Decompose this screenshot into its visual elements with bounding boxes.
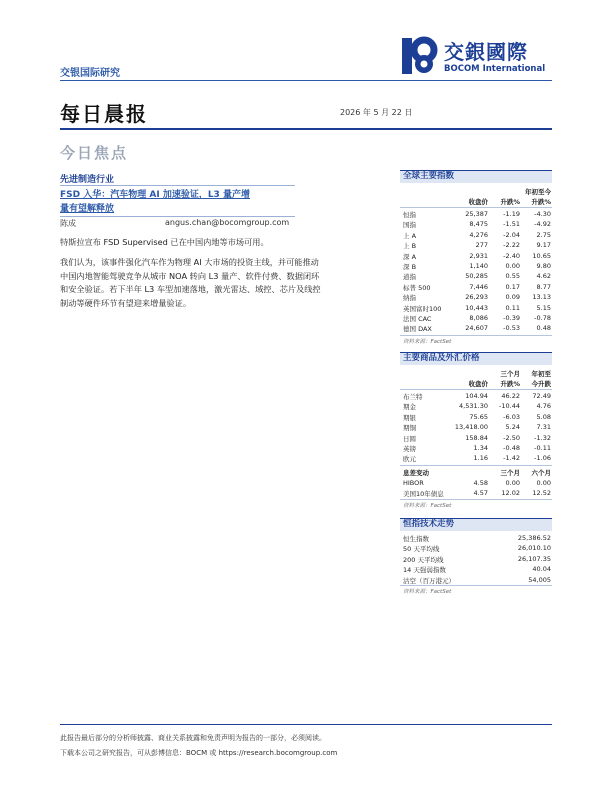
col-chg-header: 升跌%	[500, 198, 520, 206]
commodity-name: 英镑	[403, 445, 416, 453]
technical-label: 14 天强弱指数	[403, 566, 446, 575]
title-divider	[60, 128, 552, 130]
report-title: 每日晨报	[60, 102, 148, 126]
commodity-name: 期金	[403, 403, 416, 412]
commodity-close: 158.84	[465, 433, 488, 442]
commodity-name: 期铜	[403, 424, 416, 433]
index-ytd: -4.92	[534, 220, 551, 229]
index-close: 8,475	[469, 220, 488, 229]
index-change: 0.55	[505, 272, 520, 281]
table-row	[400, 323, 552, 333]
index-close: 4,276	[469, 230, 488, 239]
index-change: -2.22	[503, 241, 520, 250]
technical-source: 资料来源：FactSet	[403, 589, 452, 595]
index-change: -0.39	[503, 314, 520, 322]
technical-end-divider	[400, 585, 552, 586]
index-ytd: 8.77	[536, 282, 551, 291]
index-close: 26,293	[465, 293, 488, 302]
technical-value: 26,010.10	[517, 544, 551, 553]
rates-col-6m: 六个月	[531, 469, 551, 477]
index-change: -1.51	[503, 220, 520, 229]
analyst-divider	[60, 216, 295, 217]
commodity-ytd: 7.31	[536, 423, 551, 432]
col-close-header: 收盘价	[468, 198, 488, 206]
table-row	[400, 271, 552, 281]
col-ytd-header-1: 年初至今	[525, 188, 551, 196]
commodity-close: 75.65	[469, 412, 488, 421]
article-body	[60, 256, 390, 310]
body-line: 我们认为，该事件强化汽车作为物理 AI 大市场的投资主线，并可能推动	[60, 257, 319, 267]
index-ytd: -4.30	[534, 210, 551, 218]
article-headline-link[interactable]	[60, 188, 290, 216]
commodity-ytd: -1.32	[534, 433, 551, 442]
index-ytd: 5.15	[536, 303, 551, 312]
table-row	[400, 422, 552, 432]
article-lead: 特斯拉宣布 FSD Supervised 已在中国内地等市场可用。	[60, 237, 269, 247]
table-row	[400, 433, 552, 443]
commodity-3m-change: -2.50	[503, 433, 520, 442]
index-name: 德国 DAX	[403, 325, 432, 334]
commodity-ytd: -0.11	[534, 444, 551, 452]
technical-label: 沽空（百万港元）	[403, 576, 455, 585]
index-name: 恒指	[403, 211, 416, 219]
rate-name: 美国10年债息	[403, 490, 444, 499]
index-close: 7,446	[469, 282, 488, 291]
index-name: 深 A	[403, 252, 417, 261]
technical-value: 40.04	[532, 565, 551, 574]
col-ytd-header-1: 年初至	[531, 370, 551, 378]
commodities-header-row-1	[400, 368, 552, 378]
table-row	[400, 313, 552, 323]
table-row	[400, 209, 552, 219]
index-name: 纳指	[403, 294, 416, 303]
index-name: 标普 500	[403, 283, 431, 292]
analyst-name: 陈成	[60, 219, 76, 228]
commodities-title: 主要商品及外汇价格	[400, 352, 552, 365]
logo-text-en: BOCOM International	[444, 64, 546, 74]
commodity-3m-change: 5.24	[505, 423, 520, 432]
commodity-close: 1.34	[473, 444, 488, 452]
brand-name: 交银国际研究	[60, 68, 120, 79]
table-row	[400, 564, 552, 574]
table-row	[400, 261, 552, 271]
commodity-3m-change: -0.48	[503, 444, 520, 452]
technical-value: 54,005	[528, 575, 551, 584]
col-ytd-header-2: 今升跌	[531, 380, 551, 388]
table-row	[400, 488, 552, 498]
industry-divider	[60, 185, 295, 186]
body-line: 和安全验证。若下半年 L3 车型加速落地，激光雷达、域控、芯片及线控	[60, 284, 321, 294]
commodity-ytd: 5.08	[536, 412, 551, 421]
rate-3m-change: 0.00	[505, 479, 520, 487]
rates-top-divider	[400, 465, 552, 466]
rate-name: HIBOR	[403, 479, 424, 487]
commodity-3m-change: -6.03	[503, 412, 520, 421]
rates-col-3m: 三个月	[500, 469, 520, 477]
index-name: 上 A	[403, 231, 417, 240]
table-row	[400, 251, 552, 261]
technical-panel	[400, 518, 552, 600]
technical-value: 26,107.35	[517, 554, 551, 563]
index-close: 2,931	[469, 251, 488, 260]
table-row	[400, 391, 552, 401]
report-date: 2026 年 5 月 22 日	[340, 108, 413, 117]
logo-text-cn: 交銀國際	[444, 40, 528, 64]
index-name: 道指	[403, 273, 416, 282]
index-close: 25,387	[465, 210, 488, 218]
technical-label: 50 天平均线	[403, 545, 440, 554]
table-row	[400, 230, 552, 240]
indices-end-divider	[400, 335, 552, 336]
table-row	[400, 478, 552, 488]
index-ytd: -0.78	[534, 314, 551, 322]
index-change: 0.00	[505, 262, 520, 270]
commodities-header-divider	[400, 389, 552, 390]
commodity-close: 104.94	[465, 392, 488, 400]
table-row	[400, 543, 552, 553]
index-ytd: 13.13	[532, 293, 551, 302]
indices-header-row-2	[400, 196, 552, 206]
index-ytd: 10.65	[532, 251, 551, 260]
industry-tag: 先进制造行业	[60, 175, 115, 185]
index-change: -2.40	[503, 251, 520, 260]
rate-close: 4.58	[473, 479, 488, 487]
company-logo	[400, 36, 560, 78]
commodity-ytd: 72.49	[532, 392, 551, 400]
index-change: -0.53	[503, 324, 520, 333]
commodities-header-row-2	[400, 378, 552, 388]
technical-title: 恒指技术走势	[400, 518, 552, 531]
index-name: 深 B	[403, 263, 417, 271]
indices-title: 全球主要指数	[400, 170, 552, 183]
index-name: 国指	[403, 221, 416, 230]
table-row	[400, 443, 552, 453]
rate-3m-change: 12.02	[501, 489, 520, 498]
rates-header-row	[400, 467, 552, 477]
indices-panel	[400, 170, 552, 350]
index-ytd: 2.75	[536, 230, 551, 239]
index-change: -1.19	[503, 210, 520, 218]
commodity-ytd: -1.06	[534, 454, 551, 463]
commodity-3m-change: -10.44	[499, 402, 520, 411]
col-close-header: 收盘价	[468, 380, 488, 388]
focus-article-box	[60, 168, 295, 228]
table-row	[400, 401, 552, 411]
technical-value: 25,386.52	[517, 534, 551, 542]
table-row	[400, 554, 552, 564]
body-line: 中国内地智能驾驶竞争从城市 NOA 转向 L3 量产、软件付费、数据闭环	[60, 270, 320, 281]
index-close: 10,443	[465, 303, 488, 312]
table-row	[400, 575, 552, 585]
index-name: 法国 CAC	[403, 315, 432, 323]
col-ytd-header-2: 升跌%	[531, 198, 551, 206]
commodity-close: 1.16	[473, 454, 488, 463]
commodity-name: 欧元	[403, 455, 416, 464]
commodities-panel	[400, 352, 552, 512]
commodity-3m-change: -1.42	[503, 454, 520, 463]
index-close: 277	[475, 241, 488, 250]
section-title-focus: 今日焦点	[60, 144, 129, 162]
download-note: 下载本公司之研究报告，可从彭博信息：BOCM 或 https://research.bocomgroup.com	[60, 749, 338, 757]
rate-close: 4.57	[473, 489, 488, 498]
commodity-name: 日圆	[403, 434, 416, 443]
index-change: -2.04	[503, 230, 520, 239]
rate-6m-change: 12.52	[532, 489, 551, 498]
index-name: 英国富时100	[403, 304, 442, 313]
table-row	[400, 282, 552, 292]
indices-header-divider	[400, 207, 552, 208]
headline-line-2: 量有望解释放	[60, 204, 115, 214]
commodities-source: 资料来源：FactSet	[403, 503, 452, 509]
table-row	[400, 303, 552, 313]
commodity-3m-change: 46.22	[501, 392, 520, 400]
indices-source: 资料来源：FactSet	[403, 338, 452, 345]
commodity-close: 4,531.30	[459, 402, 488, 411]
index-close: 24,607	[465, 324, 488, 333]
disclaimer-note: 此报告最后部分的分析师披露、商业关系披露和免责声明为报告的一部分，必须阅读。	[60, 734, 326, 742]
index-ytd: 0.48	[536, 324, 551, 333]
headline-line-1: FSD 入华：汽车物理 AI 加速验证，L3 量产增	[60, 190, 250, 200]
technical-label: 200 天平均线	[403, 555, 444, 564]
header-divider	[60, 80, 552, 81]
rates-header-label: 息差变动	[403, 469, 429, 477]
body-line: 制动等硬件环节有望迎来增量验证。	[60, 297, 192, 308]
col-3m-header-2: 升跌%	[500, 380, 520, 388]
footer-divider	[60, 724, 552, 725]
commodity-close: 13,418.00	[454, 423, 488, 432]
index-name: 上 B	[403, 242, 417, 251]
table-row	[400, 292, 552, 302]
commodity-name: 期银	[403, 413, 416, 422]
table-row	[400, 240, 552, 250]
table-row	[400, 219, 552, 229]
index-ytd: 4.62	[536, 272, 551, 281]
index-close: 1,140	[469, 262, 488, 270]
analyst-email[interactable]: angus.chan@bocomgroup.com	[165, 218, 290, 227]
table-row	[400, 453, 552, 463]
rate-6m-change: 0.00	[536, 479, 551, 487]
table-row	[400, 412, 552, 422]
col-3m-header-1: 三个月	[500, 370, 520, 378]
commodities-end-divider	[400, 499, 552, 500]
commodity-ytd: 4.76	[536, 402, 551, 411]
index-close: 8,086	[469, 314, 488, 322]
indices-header-row-1	[400, 186, 552, 196]
index-ytd: 9.17	[536, 241, 551, 250]
bocom-logo-icon	[400, 36, 440, 76]
index-change: 0.17	[505, 282, 520, 291]
technical-label: 恒生指数	[403, 535, 429, 543]
index-change: 0.09	[505, 293, 520, 302]
index-change: 0.11	[505, 303, 520, 312]
index-ytd: 9.80	[536, 262, 551, 270]
commodity-name: 布兰特	[403, 393, 423, 401]
table-row	[400, 533, 552, 543]
index-close: 50,285	[465, 272, 488, 281]
